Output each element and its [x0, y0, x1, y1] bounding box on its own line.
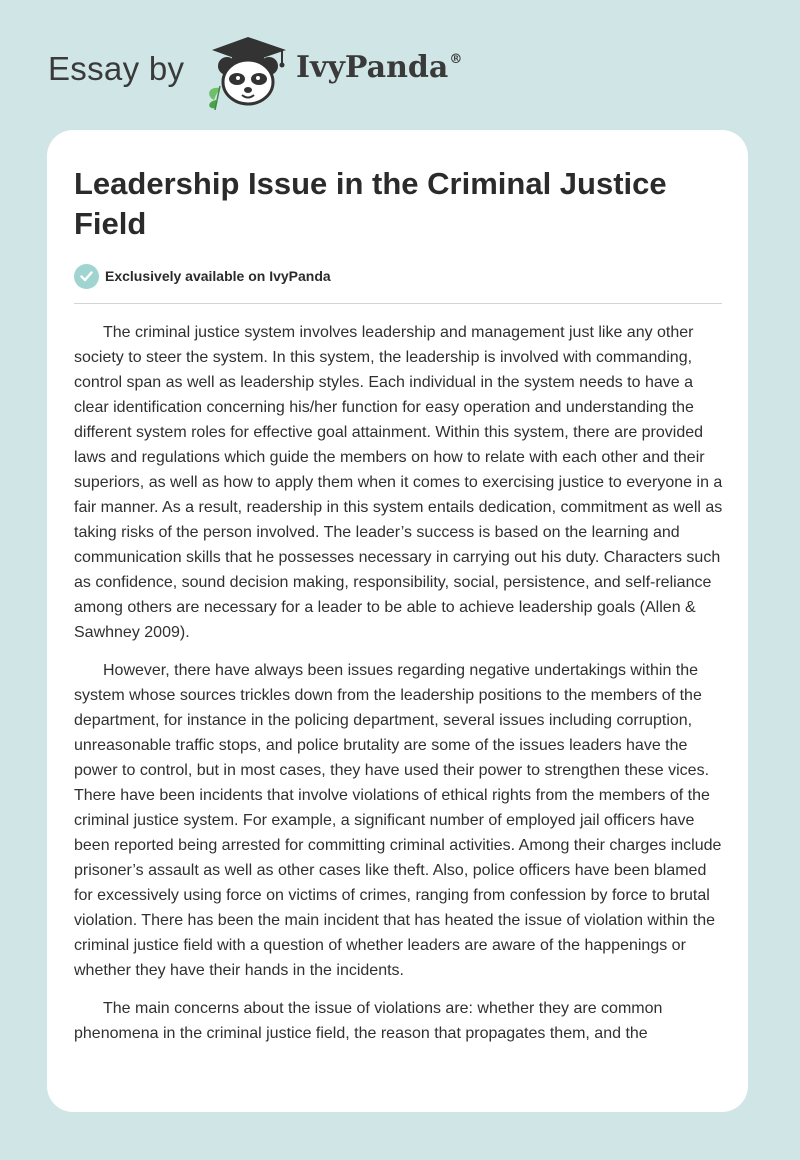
- essay-body: [74, 320, 724, 1059]
- brand-name[interactable]: [296, 50, 462, 85]
- panda-logo-icon[interactable]: [202, 34, 294, 110]
- registered-mark: ®: [449, 52, 463, 67]
- site-header: [48, 30, 568, 110]
- paragraph: The criminal justice system involves leadership and management just like any other society to steer the system. In this system, the leadership is involved with commanding, control span as well as leadership styles. Each individual in the system needs to have a clear identification concerning his/her function for easy operation and understanding the different system roles for effective goal attainment. Within this system, there are provided laws and regulations which guide the members on how to relate with each other and their superiors, as well as how to apply them when it comes to exercising justice to everyone in a fair manner. As a result, readership in this system entails dedication, commitment as well as taking risks of the person involved. The leader’s success is based on the learning and communication skills that he possesses necessary in carrying out his duty. Characters such as confidence, sound decision making, responsibility, social, persistence, and self-reliance among others are necessary for a leader to be able to achieve leadership goals (Allen & Sawhney 2009).: [74, 324, 723, 641]
- paragraph: The main concerns about the issue of violations are: whether they are common phenomena in the criminal justice field, the reason that propagates them, and the: [74, 1000, 663, 1042]
- divider: [74, 303, 722, 304]
- ivy-leaf-icon: [209, 86, 220, 110]
- paragraph: However, there have always been issues regarding negative undertakings within the system whose sources trickles down from the leadership positions to the members of the department, for instance in the policing department, several issues including corruption, unreasonable traffic stops, and police brutality are some of the issues leaders have the power to control, but in most cases, they have used their power to strengthen these vices. There have been incidents that involve violations of ethical rights from the members of the criminal justice system. For example, a significant number of employed jail officers have been reported being arrested for committing criminal activities. Among their charges include prisoner’s assault as well as other cases like theft. Also, police officers have been blamed for excessively using force on victims of crimes, ranging from confession by force to brutal violation. There has been the main incident that has heated the issue of violation within the criminal justice field with a question of whether leaders are aware of the happenings or whether they have their hands in the incidents.: [74, 662, 722, 979]
- essay-by-label: Essay by: [48, 50, 185, 87]
- essay-card: [47, 130, 748, 1112]
- page-title: Leadership Issue in the Criminal Justice Field: [74, 166, 667, 241]
- brand-text: IvyPanda: [296, 50, 449, 85]
- check-icon: [74, 264, 99, 289]
- exclusive-badge: [74, 263, 331, 289]
- badge-label: Exclusively available on IvyPanda: [105, 268, 331, 284]
